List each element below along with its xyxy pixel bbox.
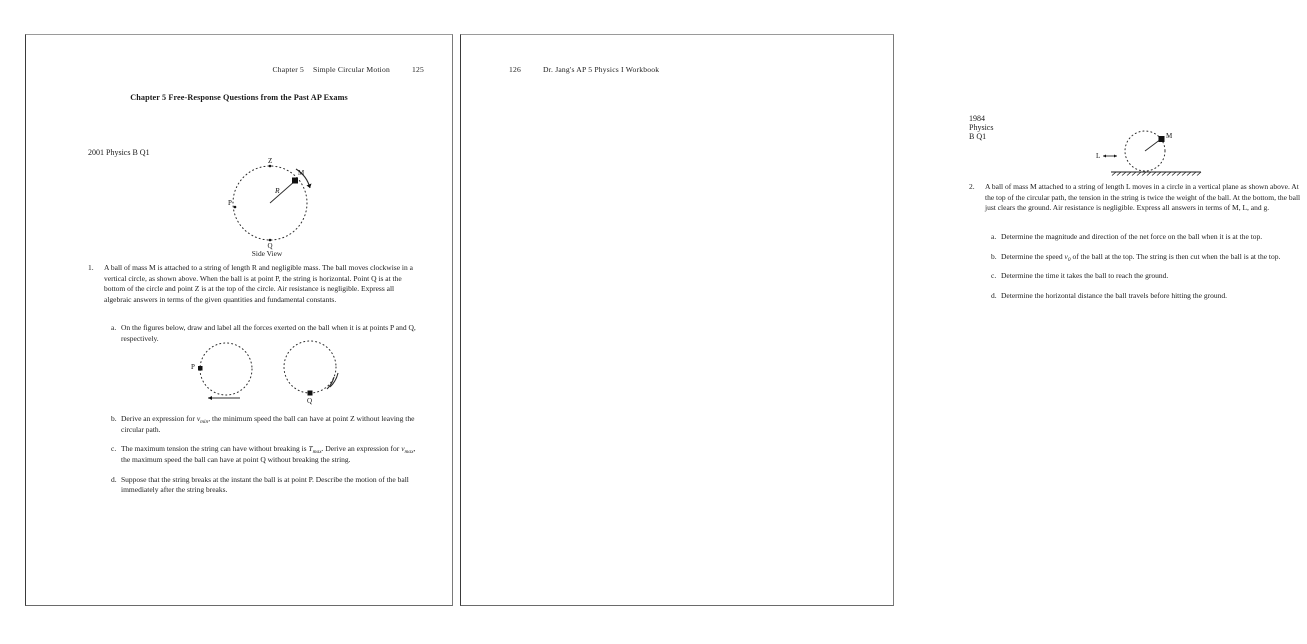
part-c-text-mid: . Derive an expression for [321, 444, 402, 454]
exam-label-2001: 2001 Physics B Q1 [88, 148, 150, 157]
question-2-parts [991, 232, 1303, 302]
figure-label-q: Q [267, 242, 273, 250]
running-head-right [509, 65, 659, 74]
page-number-left: 125 [412, 65, 424, 74]
figure-side-view [222, 153, 318, 249]
section-heading: Chapter 5 Free-Response Questions from the Past AP Exams [130, 93, 348, 102]
page-number-right: 126 [509, 65, 521, 74]
part-c-sub-max2: max [404, 449, 414, 456]
figure-pq-blank-circles [188, 341, 363, 403]
figure-pq-label-p: P [191, 363, 195, 371]
part-d-label: d. [111, 474, 117, 484]
question-2-part-c [991, 271, 1303, 282]
part-c-label: c. [111, 444, 117, 454]
figure-label-m: M [298, 169, 305, 177]
figure-label-l: L [1096, 152, 1101, 160]
part-c-text-pre: The maximum tension the string can have without breaking is [121, 444, 309, 454]
figure-label-r: R [275, 186, 280, 195]
figure-pq-label-q: Q [307, 397, 313, 405]
q2-part-b-text-post: of the ball at the top. The string is then cut when the ball is at the top. [1070, 251, 1281, 261]
q2-part-a-text: Determine the magnitude and direction of the net force on the ball when it is at the top. [1001, 232, 1263, 241]
question-2-number: 2. [969, 182, 975, 191]
q2-part-a-label: a. [991, 232, 997, 241]
question-2-text: A ball of mass M attached to a string of length L moves in a circle in a vertical plane as shown above. At the top of the circular path, the tension in the string is twice the weight of the ball. At the bottom, the ball just clears the ground. Air resistance is negligible. Express all answers in terms of M, L, and g. [985, 182, 1301, 213]
part-a-label: a. [111, 323, 117, 332]
part-b-sub: min [200, 419, 209, 425]
question-1-text: A ball of mass M is attached to a string of length R and negligible mass. The ball moves clockwise in a vertical circle, as shown above. When the ball is at point P, the string is horizontal. Point Q is at the bottom of the circle and point Z is at the top of the circle. Air resistance is negligible. Express all algebraic answers in terms of the given quantities and fundamental constants. [104, 263, 413, 304]
figure-caption-side-view: Side View [251, 249, 283, 258]
question-1-part-d [111, 475, 421, 496]
figure-label-m-right: M [1166, 132, 1173, 140]
question-1-part-b [111, 414, 421, 435]
q2-part-d-text: Determine the horizontal distance the ball travels before hitting the ground. [1001, 290, 1227, 300]
question-2-part-d [991, 291, 1303, 302]
part-b-var: v [196, 414, 201, 423]
running-head-title: Simple Circular Motion [313, 65, 390, 74]
q2-part-c-label: c. [991, 271, 997, 281]
q2-part-b-sub: 0 [1067, 256, 1071, 263]
part-d-text: Suppose that the string breaks at the instant the ball is at point P. Describe the motion of the ball immediately after the string breaks. [121, 474, 409, 495]
page-right [460, 34, 1301, 606]
q2-part-b-label: b. [991, 251, 997, 261]
figure-label-p: P [228, 199, 232, 207]
q2-part-b-var: v [1064, 251, 1068, 261]
question-2 [969, 182, 1307, 214]
running-head-chapter: Chapter 5 [272, 65, 305, 74]
part-b-label: b. [111, 414, 117, 423]
running-head-left [272, 65, 424, 74]
part-b-text-post: , the minimum speed the ball can have at point Z without leaving the circular path. [121, 414, 415, 434]
part-c-text-post: , the maximum speed the ball can have at point Q without breaking the string. [121, 444, 416, 464]
part-c-sub-max: max [312, 449, 322, 456]
part-c-var-v: v [401, 444, 405, 454]
q2-part-d-label: d. [991, 290, 997, 300]
part-b-text-pre: Derive an expression for [121, 414, 197, 423]
page-left [25, 34, 453, 606]
question-2-part-b [991, 252, 1303, 263]
question-1-parts-bcd [111, 414, 421, 496]
figure-label-z: Z [268, 157, 273, 165]
question-1 [88, 263, 420, 306]
part-c-var-t: T [308, 444, 313, 454]
part-a-text: On the figures below, draw and label all the forces exerted on the ball when it is at points P and Q, respectively. [121, 323, 416, 343]
question-1-part-c [111, 444, 421, 465]
q2-part-b-text-pre: Determine the speed [1001, 251, 1065, 261]
question-1-number: 1. [88, 263, 94, 272]
exam-label-1984: 1984 Physics B Q1 [969, 114, 994, 141]
q2-part-c-text: Determine the time it takes the ball to reach the ground. [1001, 271, 1169, 281]
figure-vertical-circle-ground [1093, 131, 1205, 177]
workbook-title: Dr. Jang's AP 5 Physics I Workbook [543, 65, 660, 74]
question-2-part-a [991, 232, 1303, 243]
